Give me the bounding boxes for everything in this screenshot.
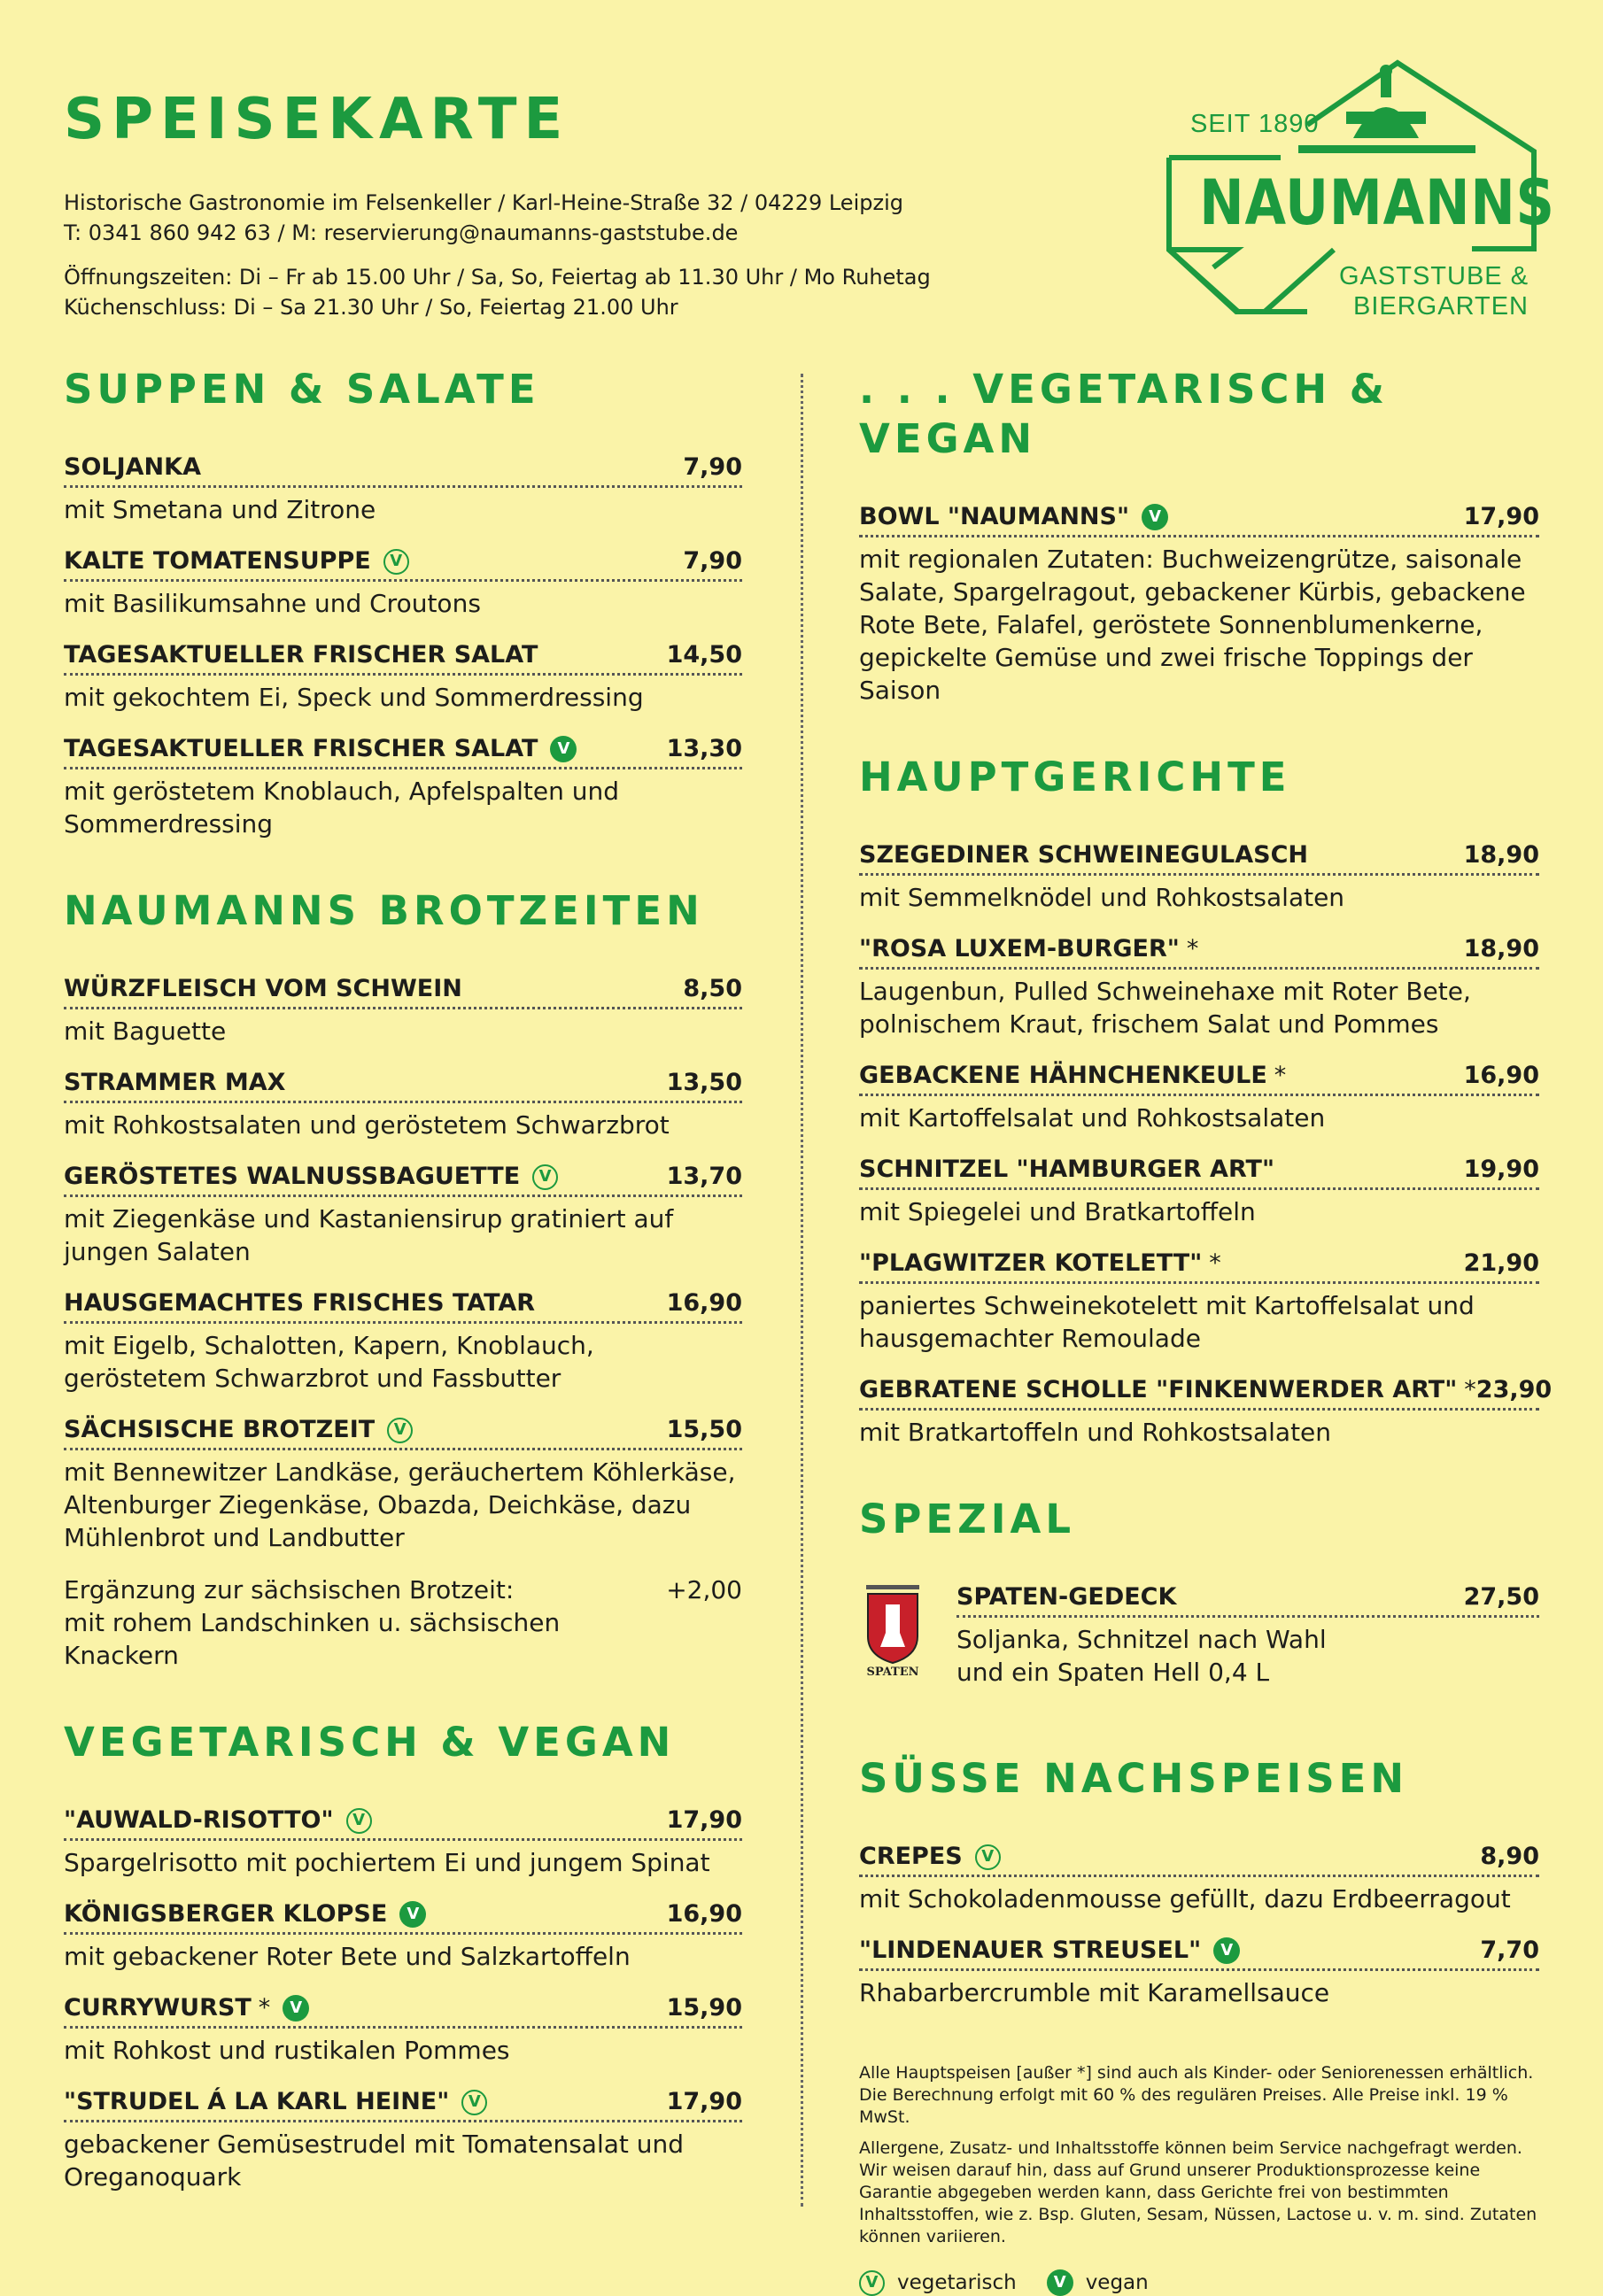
item-name: SZEGEDINER SCHWEINEGULASCH bbox=[859, 841, 1308, 869]
menu-item bbox=[956, 1581, 1539, 1689]
item-name: TAGESAKTUELLER FRISCHER SALAT bbox=[64, 641, 538, 669]
extra-price: +2,00 bbox=[666, 1575, 742, 1604]
item-price: 7,90 bbox=[683, 453, 742, 481]
vegetarian-icon: V bbox=[975, 1844, 1001, 1870]
menu-item bbox=[64, 639, 742, 714]
item-description: mit Rohkost und rustikalen Pommes bbox=[64, 2036, 510, 2065]
menu-item bbox=[859, 933, 1539, 1040]
footnote-allergens: Allergene, Zusatz- und Inhaltsstoffe können beim Service nachgefragt werden. Wir weisen darauf hin, dass auf Grund unserer Produktionsprozesse keine Garantie abgegeben werden kann, dass Gerichte frei von bestimmten Inhaltsstoffen, wie z. Bsp. Gluten, Sesam, Nüssen, Lactose u. v. m. sind. Zutaten können variieren. bbox=[859, 2138, 1537, 2246]
menu-item bbox=[64, 1898, 742, 1973]
item-description: mit Spiegelei und Bratkartoffeln bbox=[859, 1197, 1256, 1226]
item-price: 15,90 bbox=[666, 1994, 742, 2022]
phone-email-text: T: 0341 860 942 63 / M: reservierung@naumanns-gaststube.de bbox=[64, 220, 739, 245]
item-price: 7,90 bbox=[683, 547, 742, 575]
legend bbox=[859, 2269, 1539, 2296]
menu-item bbox=[859, 501, 1539, 707]
item-description: mit Kartoffelsalat und Rohkostsalaten bbox=[859, 1103, 1326, 1133]
item-name: "ROSA LUXEM-BURGER" * bbox=[859, 933, 1198, 965]
section-title: NAUMANNS BROTZEITEN bbox=[64, 887, 704, 934]
item-price: 8,90 bbox=[1480, 1843, 1539, 1870]
item-name: "AUWALD-RISOTTO" V bbox=[64, 1805, 372, 1836]
item-price: 18,90 bbox=[1463, 841, 1539, 869]
item-description: mit gebackener Roter Bete und Salzkartoffeln bbox=[64, 1942, 631, 1971]
logo-subtitle-2: BIERGARTEN bbox=[1353, 292, 1529, 321]
item-name: GERÖSTETES WALNUSSBAGUETTE V bbox=[64, 1161, 558, 1193]
page-title: SPEISEKARTE bbox=[64, 87, 570, 152]
item-name: STRAMMER MAX bbox=[64, 1069, 286, 1096]
item-price: 13,30 bbox=[666, 735, 742, 762]
item-description: Laugenbun, Pulled Schweinehaxe mit Roter Bete, polnischem Kraut, frischem Salat und Pommes bbox=[859, 977, 1471, 1039]
item-price: 17,90 bbox=[666, 2088, 742, 2115]
logo-name-text: NAUMANNS bbox=[1199, 166, 1555, 239]
menu-item bbox=[64, 1805, 742, 1879]
opening-hours-text: Öffnungszeiten: Di – Fr ab 15.00 Uhr / Sa, So, Feiertag ab 11.30 Uhr / Mo Ruhetag bbox=[64, 265, 931, 290]
vegetarian-icon: V bbox=[532, 1164, 558, 1190]
menu-item bbox=[64, 545, 742, 620]
section-spezial bbox=[859, 1495, 1539, 1708]
menu-item bbox=[64, 1414, 742, 1554]
item-price: 7,70 bbox=[1480, 1937, 1539, 1964]
section-title: SPEZIAL bbox=[859, 1496, 1076, 1542]
menu-item bbox=[64, 452, 742, 526]
item-description: mit Smetana und Zitrone bbox=[64, 495, 376, 524]
item-price: 8,50 bbox=[683, 975, 742, 1002]
section-hauptgerichte bbox=[859, 753, 1553, 1449]
contact-info bbox=[64, 188, 931, 322]
item-price: 13,70 bbox=[666, 1163, 742, 1190]
item-name: SPATEN-GEDECK bbox=[956, 1583, 1177, 1611]
item-name: SOLJANKA bbox=[64, 453, 201, 481]
item-price: 17,90 bbox=[666, 1806, 742, 1834]
item-description: mit Baguette bbox=[64, 1017, 227, 1046]
item-name: HAUSGEMACHTES FRISCHES TATAR bbox=[64, 1289, 536, 1317]
item-description: Soljanka, Schnitzel nach Wahl und ein Spaten Hell 0,4 L bbox=[956, 1625, 1327, 1687]
spaten-logo bbox=[859, 1581, 926, 1679]
menu-item bbox=[859, 1248, 1539, 1355]
section-brotzeiten bbox=[64, 886, 742, 1672]
vegetarian-icon: V bbox=[461, 2090, 487, 2115]
item-name: GEBACKENE HÄHNCHENKEULE * bbox=[859, 1060, 1286, 1092]
vegan-icon: V bbox=[399, 1901, 426, 1928]
section-vegetarisch-vegan bbox=[64, 1718, 742, 2193]
star-marker: * bbox=[1209, 1249, 1221, 1277]
section-suesse-nachspeisen bbox=[859, 1754, 1539, 2009]
menu-item bbox=[859, 1374, 1553, 1449]
legend-vegan-label: vegan bbox=[1085, 2270, 1149, 2294]
menu-item bbox=[64, 973, 742, 1048]
left-column bbox=[64, 365, 742, 2239]
item-description: mit regionalen Zutaten: Buchweizengrütze, saisonale Salate, Spargelragout, gebackener Kürbis, gebackene Rote Bete, Falafel, geröstete Sonnenblumenkerne, gepickelte Gemüse und zwei frische Toppings der Saison bbox=[859, 545, 1526, 705]
footnotes bbox=[859, 2062, 1539, 2296]
item-description: mit Basilikumsahne und Croutons bbox=[64, 589, 481, 618]
item-price: 16,90 bbox=[666, 1289, 742, 1317]
menu-item bbox=[859, 839, 1539, 914]
star-marker: * bbox=[1464, 1376, 1476, 1403]
item-name: KÖNIGSBERGER KLOPSE V bbox=[64, 1898, 426, 1930]
vegetarian-icon: V bbox=[346, 1808, 372, 1834]
brotzeit-extra bbox=[64, 1573, 742, 1672]
item-price: 18,90 bbox=[1463, 935, 1539, 962]
item-price: 21,90 bbox=[1463, 1249, 1539, 1277]
vegetarian-icon: V bbox=[859, 2270, 885, 2296]
item-name: KALTE TOMATENSUPPE V bbox=[64, 545, 409, 577]
item-description: mit Ziegenkäse und Kastaniensirup gratiniert auf jungen Salaten bbox=[64, 1204, 674, 1266]
item-price: 27,50 bbox=[1463, 1583, 1539, 1611]
item-description: paniertes Schweinekotelett mit Kartoffelsalat und hausgemachter Remoulade bbox=[859, 1291, 1475, 1353]
legend-vegetarian-label: vegetarisch bbox=[897, 2270, 1017, 2294]
vegan-icon: V bbox=[1213, 1937, 1240, 1964]
item-price: 17,90 bbox=[1463, 503, 1539, 530]
item-description: mit geröstetem Knoblauch, Apfelspalten und Sommerdressing bbox=[64, 777, 619, 839]
item-price: 16,90 bbox=[666, 1900, 742, 1928]
item-description: Rhabarbercrumble mit Karamellsauce bbox=[859, 1978, 1330, 2007]
menu-item bbox=[64, 1287, 742, 1395]
extra-line: Ergänzung zur sächsischen Brotzeit: bbox=[64, 1575, 515, 1604]
spaten-logo-text: SPATEN bbox=[866, 1666, 919, 1679]
logo-subtitle-1: GASTSTUBE & bbox=[1339, 262, 1529, 290]
menu-item bbox=[64, 733, 742, 840]
column-divider bbox=[801, 374, 803, 2207]
item-description: mit Schokoladenmousse gefüllt, dazu Erdbeerragout bbox=[859, 1884, 1511, 1913]
section-suppen-salate bbox=[64, 365, 742, 840]
menu-item bbox=[64, 1067, 742, 1141]
menu-item bbox=[64, 2086, 742, 2193]
star-marker: * bbox=[1274, 1062, 1287, 1089]
kitchen-close-text: Küchenschluss: Di – Sa 21.30 Uhr / So, Feiertag 21.00 Uhr bbox=[64, 295, 678, 320]
menu-item bbox=[859, 1935, 1539, 2009]
item-name: WÜRZFLEISCH VOM SCHWEIN bbox=[64, 975, 462, 1002]
item-name: SCHNITZEL "HAMBURGER ART" bbox=[859, 1156, 1275, 1183]
menu-item bbox=[64, 1161, 742, 1268]
item-description: mit gekochtem Ei, Speck und Sommerdressing bbox=[64, 683, 644, 712]
item-name: TAGESAKTUELLER FRISCHER SALAT V bbox=[64, 733, 577, 765]
star-marker: * bbox=[258, 1994, 271, 2022]
item-description: Spargelrisotto mit pochiertem Ei und jungem Spinat bbox=[64, 1848, 710, 1877]
item-name: CREPES V bbox=[859, 1841, 1001, 1873]
menu-item bbox=[859, 1154, 1539, 1228]
vegan-icon: V bbox=[283, 1995, 309, 2022]
menu-item bbox=[859, 1060, 1539, 1134]
item-description: gebackener Gemüsestrudel mit Tomatensalat und Oreganoquark bbox=[64, 2130, 685, 2192]
menu-item bbox=[64, 1992, 742, 2067]
item-price: 15,50 bbox=[666, 1416, 742, 1443]
item-description: mit Rohkostsalaten und geröstetem Schwarzbrot bbox=[64, 1110, 670, 1140]
extra-line: mit rohem Landschinken u. sächsischen Knackern bbox=[64, 1608, 561, 1670]
section-title: . . . VEGETARISCH & VEGAN bbox=[859, 366, 1389, 462]
section-title: VEGETARISCH & VEGAN bbox=[64, 1719, 676, 1766]
item-name: "PLAGWITZER KOTELETT" * bbox=[859, 1248, 1221, 1279]
item-description: mit Bratkartoffeln und Rohkostsalaten bbox=[859, 1418, 1332, 1447]
vegan-icon: V bbox=[550, 736, 577, 762]
vegan-icon: V bbox=[1142, 504, 1168, 530]
item-name: BOWL "NAUMANNS" V bbox=[859, 501, 1168, 533]
item-name: "STRUDEL Á LA KARL HEINE" V bbox=[64, 2086, 487, 2118]
item-price: 16,90 bbox=[1463, 1062, 1539, 1089]
item-price: 13,50 bbox=[666, 1069, 742, 1096]
vegetarian-icon: V bbox=[383, 549, 409, 575]
item-name: CURRYWURST * V bbox=[64, 1992, 309, 2024]
naumanns-logo bbox=[1165, 58, 1555, 324]
section-title: SUPPEN & SALATE bbox=[64, 366, 540, 413]
item-name: SÄCHSISCHE BROTZEIT V bbox=[64, 1414, 413, 1446]
right-column bbox=[859, 365, 1553, 2296]
section-title: SÜSSE NACHSPEISEN bbox=[859, 1755, 1409, 1802]
item-price: 23,90 bbox=[1475, 1376, 1553, 1403]
item-name: "LINDENAUER STREUSEL" V bbox=[859, 1935, 1240, 1967]
item-price: 14,50 bbox=[666, 641, 742, 669]
section-title: HAUPTGERICHTE bbox=[859, 754, 1291, 800]
logo-since-text: SEIT 1890 bbox=[1190, 110, 1320, 138]
item-price: 19,90 bbox=[1463, 1156, 1539, 1183]
item-name: GEBRATENE SCHOLLE "FINKENWERDER ART" * bbox=[859, 1374, 1476, 1406]
item-description: mit Semmelknödel und Rohkostsalaten bbox=[859, 883, 1345, 912]
star-marker: * bbox=[1186, 935, 1199, 962]
menu-item bbox=[859, 1841, 1539, 1915]
footnote-kids: Alle Hauptspeisen [außer *] sind auch als Kinder- oder Seniorenessen erhältlich. Die Berechnung erfolgt mit 60 % des regulären Preises. Alle Preise inkl. 19 % MwSt. bbox=[859, 2063, 1534, 2127]
section-vegetarisch-vegan-cont bbox=[859, 365, 1539, 707]
address-text: Historische Gastronomie im Felsenkeller / Karl-Heine-Straße 32 / 04229 Leipzig bbox=[64, 190, 903, 215]
vegan-icon: V bbox=[1047, 2269, 1073, 2296]
item-description: mit Eigelb, Schalotten, Kapern, Knoblauch, geröstetem Schwarzbrot und Fassbutter bbox=[64, 1331, 594, 1393]
item-description: mit Bennewitzer Landkäse, geräuchertem Köhlerkäse, Altenburger Ziegenkäse, Obazda, Deichkäse, dazu Mühlenbrot und Landbutter bbox=[64, 1457, 736, 1552]
vegetarian-icon: V bbox=[387, 1418, 413, 1443]
